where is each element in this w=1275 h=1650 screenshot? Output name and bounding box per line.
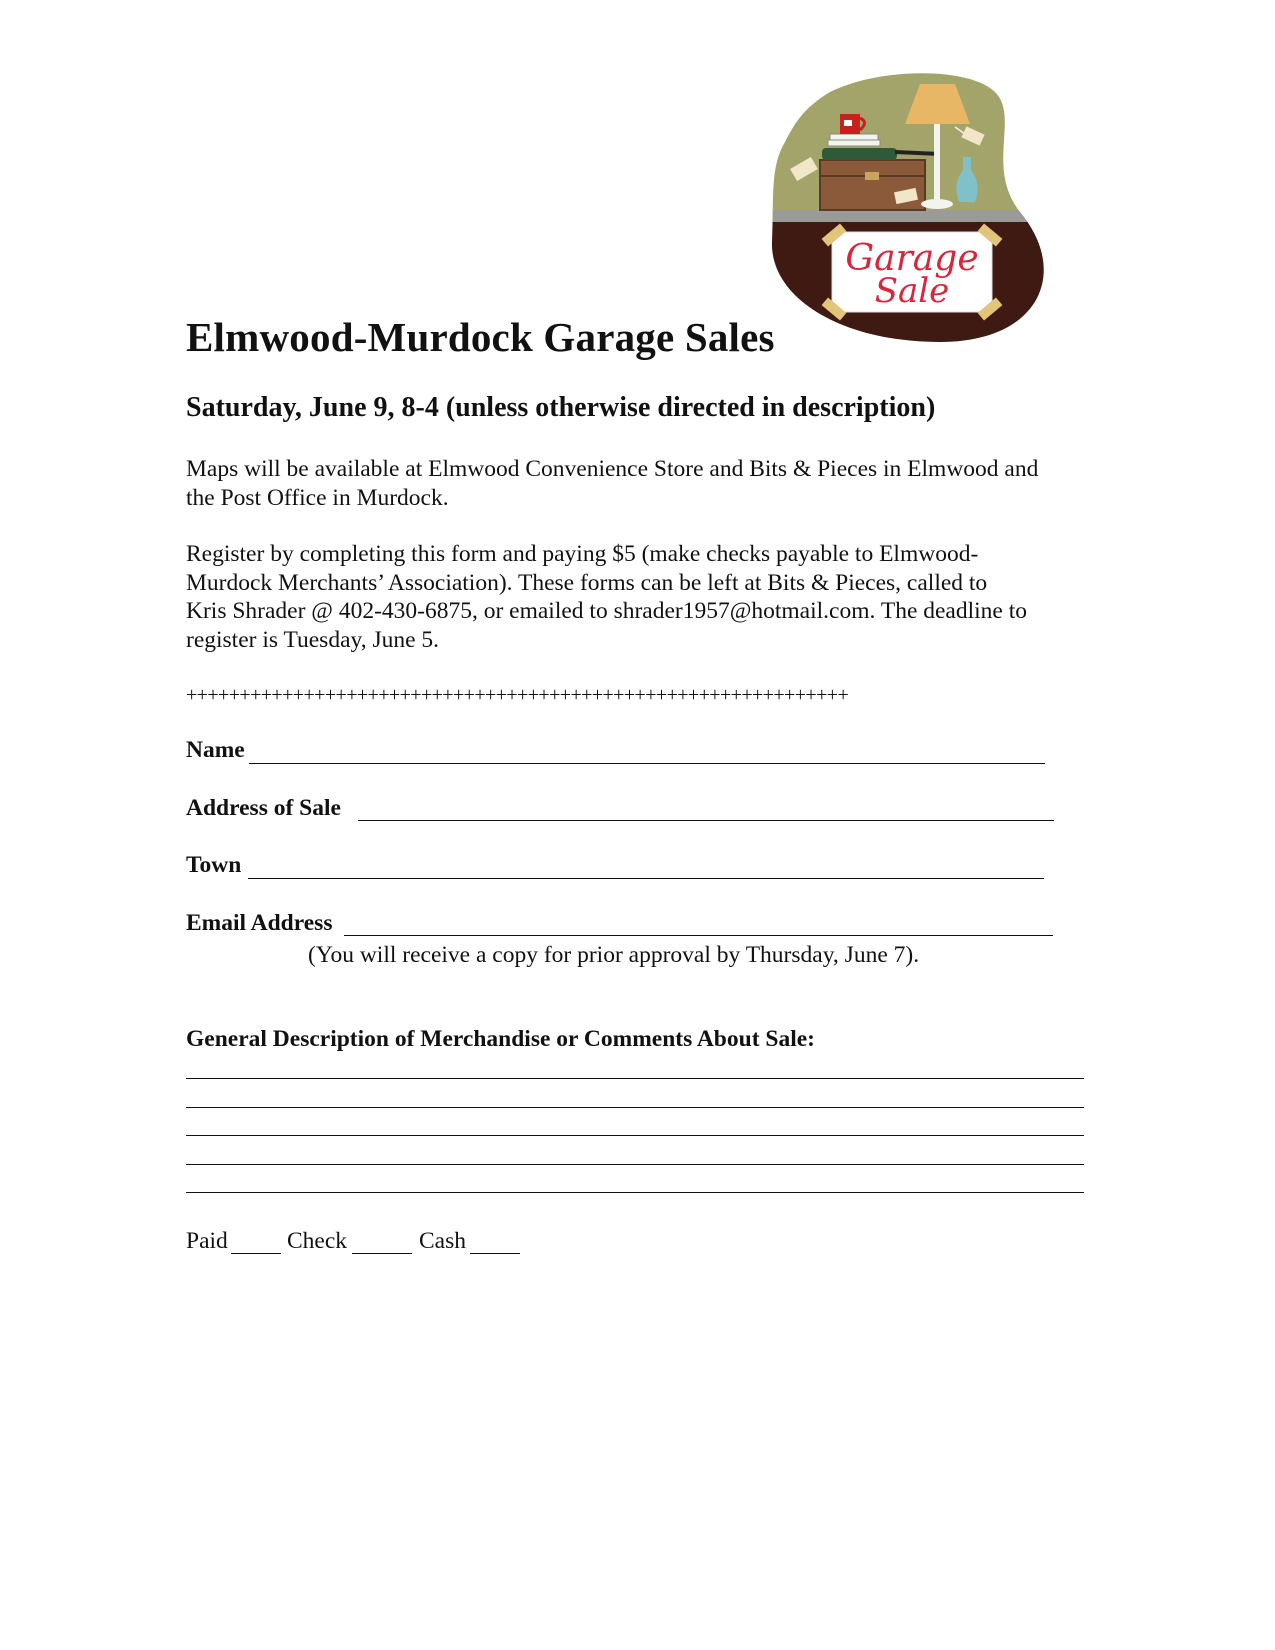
sign-line-2: Sale [874,271,950,311]
suitcase-icon [820,160,925,210]
register-paragraph [186,540,1086,654]
maps-line: Maps will be available at Elmwood Convenience Store and Bits & Pieces in Elmwood and [186,456,1039,482]
description-line-5[interactable] [186,1192,1084,1193]
description-line-4[interactable] [186,1164,1084,1165]
paid-field[interactable] [231,1253,281,1254]
name-field[interactable] [249,763,1045,764]
register-line: Murdock Merchants’ Association). These forms can be left at Bits & Pieces, called to [186,569,988,596]
description-line-3[interactable] [186,1135,1084,1136]
garage-sale-logo [770,72,1070,362]
maps-paragraph [186,455,1086,512]
page-title: Elmwood-Murdock Garage Sales [186,314,775,360]
register-line: Register by completing this form and paying $5 (make checks payable to Elmwood- [186,541,979,567]
garage-sale-sign [822,223,1003,320]
email-address-field[interactable] [344,935,1053,936]
description-line-1[interactable] [186,1078,1084,1079]
maps-line: the Post Office in Murdock. [186,484,449,511]
register-line: register is Tuesday, June 5. [186,626,440,653]
check-label: Check [287,1228,348,1254]
approval-note: (You will receive a copy for prior approval by Thursday, June 7). [308,942,920,968]
email-address-label: Email Address [186,910,333,936]
town-label: Town [186,852,242,878]
description-line-2[interactable] [186,1107,1084,1108]
address-of-sale-field[interactable] [358,820,1054,821]
cash-field[interactable] [470,1253,520,1254]
name-label: Name [186,737,245,763]
paid-label: Paid [186,1228,228,1254]
register-line: Kris Shrader @ 402-430-6875, or emailed to shrader1957@hotmail.com. The deadline to [186,598,1027,624]
separator-line: ++++++++++++++++++++++++++++++++++++++++++++++++++++++++++++++ [186,684,849,706]
address-of-sale-label: Address of Sale [186,795,341,821]
description-label: General Description of Merchandise or Comments About Sale: [186,1026,816,1052]
plates-icon [828,134,880,146]
check-field[interactable] [352,1253,412,1254]
shelf [770,210,1070,222]
town-field[interactable] [248,878,1044,879]
sale-date-heading: Saturday, June 9, 8-4 (unless otherwise directed in description) [186,392,936,423]
sign-line-1: Garage [845,238,979,279]
cash-label: Cash [419,1228,466,1254]
